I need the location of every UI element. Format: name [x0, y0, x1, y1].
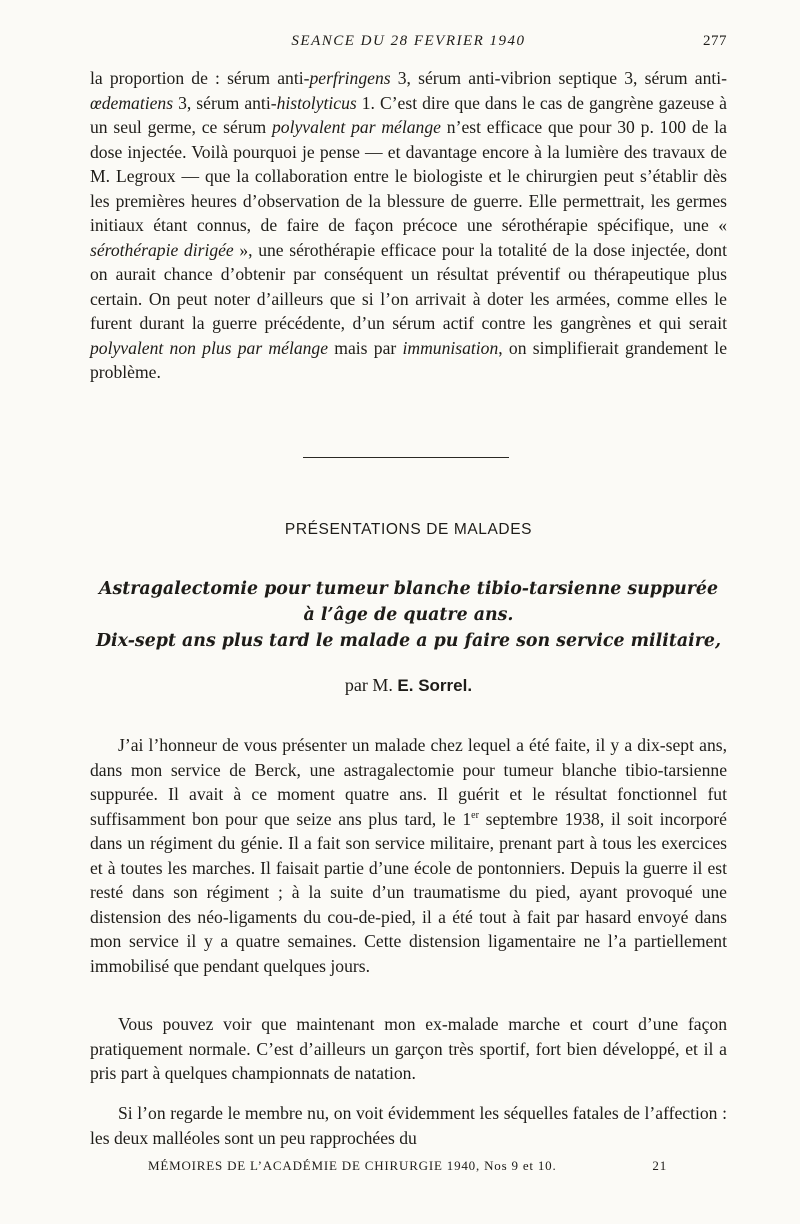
section-heading: PRÉSENTATIONS DE MALADES — [284, 521, 533, 538]
running-head-title: SEANCE DU 28 FEVRIER 1940 — [291, 33, 526, 49]
byline: par M. E. Sorrel. — [344, 675, 473, 695]
article-title: Astragalectomie pour tumeur blanche tibio-tarsienne suppurée à l’âge de quatre ans. Dix-sept ans plus tard le malade a pu faire son service militaire, — [95, 579, 722, 651]
footer-signature-number: 21 — [652, 1158, 667, 1173]
page-number: 277 — [703, 33, 727, 49]
author-name: E. Sorrel. — [397, 676, 473, 695]
footer-journal: MÉMOIRES DE L’ACADÉMIE DE CHIRURGIE 1940, Nos 9 et 10. — [148, 1158, 557, 1173]
running-head — [90, 33, 727, 55]
page-footer — [90, 1158, 727, 1178]
paragraph-case-presentation: J’ai l’honneur de vous présenter un malade chez lequel a été faite, il y a dix-sept ans, dans mon service de Berck, une astragalectomie pour tumeur blanche tibio-tarsienne suppurée. Il avait à ce moment quatre ans. Il guérit et le résultat fonctionnel fut suffisamment bon pour que seize ans plus tard, le 1er septembre 1938, il soit incorporé dans un régiment du génie. Il a fait son service militaire, prenant part à tous les exercices et à toutes les marches. Il faisait partie d’une école de pontonniers. Depuis la guerre il est resté dans son régiment ; à la suite d’un traumatisme du pied, ayant provoqué une distension des néo-ligaments du cou-de-pied, il a été tout à fait par hasard envoyé dans mon service il y a quatre semaines. Cette distension ligamentaire ne l’a partiellement immobilisé que pendant quelques jours. — [90, 735, 727, 976]
document-page — [90, 0, 727, 1224]
section-divider — [303, 457, 509, 458]
paragraph-examination: Si l’on regarde le membre nu, on voit évidemment les séquelles fatales de l’affection : les deux malléoles sont un peu rapprochées du — [90, 1103, 727, 1148]
paragraph-serotherapy: la proportion de : sérum anti-perfringens 3, sérum anti-vibrion septique 3, sérum anti-œdematiens 3, sérum anti-histolyticus 1. C’est dire que dans le cas de gangrène gazeuse à un seul germe, ce sérum polyvalent par mélange n’est efficace que pour 30 p. 100 de la dose injectée. Voilà pourquoi je pense — et davantage encore à la lumière des travaux de M. Legroux — que la collaboration entre le biologiste et le chirurgien peut s’établir dès les premières heures d’observation de la blessure de guerre. Elle permettrait, les germes initiaux étant connus, de faire de façon précoce une sérothérapie spécifique, une « sérothérapie dirigée », une sérothérapie efficace pour la totalité de la dose injectée, dont on aurait chance d’obtenir par conséquent un résultat préventif ou thérapeutique plus certain. On peut noter d’ailleurs que si l’on arrivait à doter les armées, comme elles le furent durant la guerre précédente, d’un sérum actif contre les gangrènes et qui serait polyvalent non plus par mélange mais par immunisation, on simplifierait grandement le problème. — [90, 68, 728, 382]
paragraph-current-status: Vous pouvez voir que maintenant mon ex-malade marche et court d’une façon pratiquement normale. C’est d’ailleurs un garçon très sportif, fort bien développé, et il a pris part à quelques championnats de natation. — [90, 1014, 727, 1083]
